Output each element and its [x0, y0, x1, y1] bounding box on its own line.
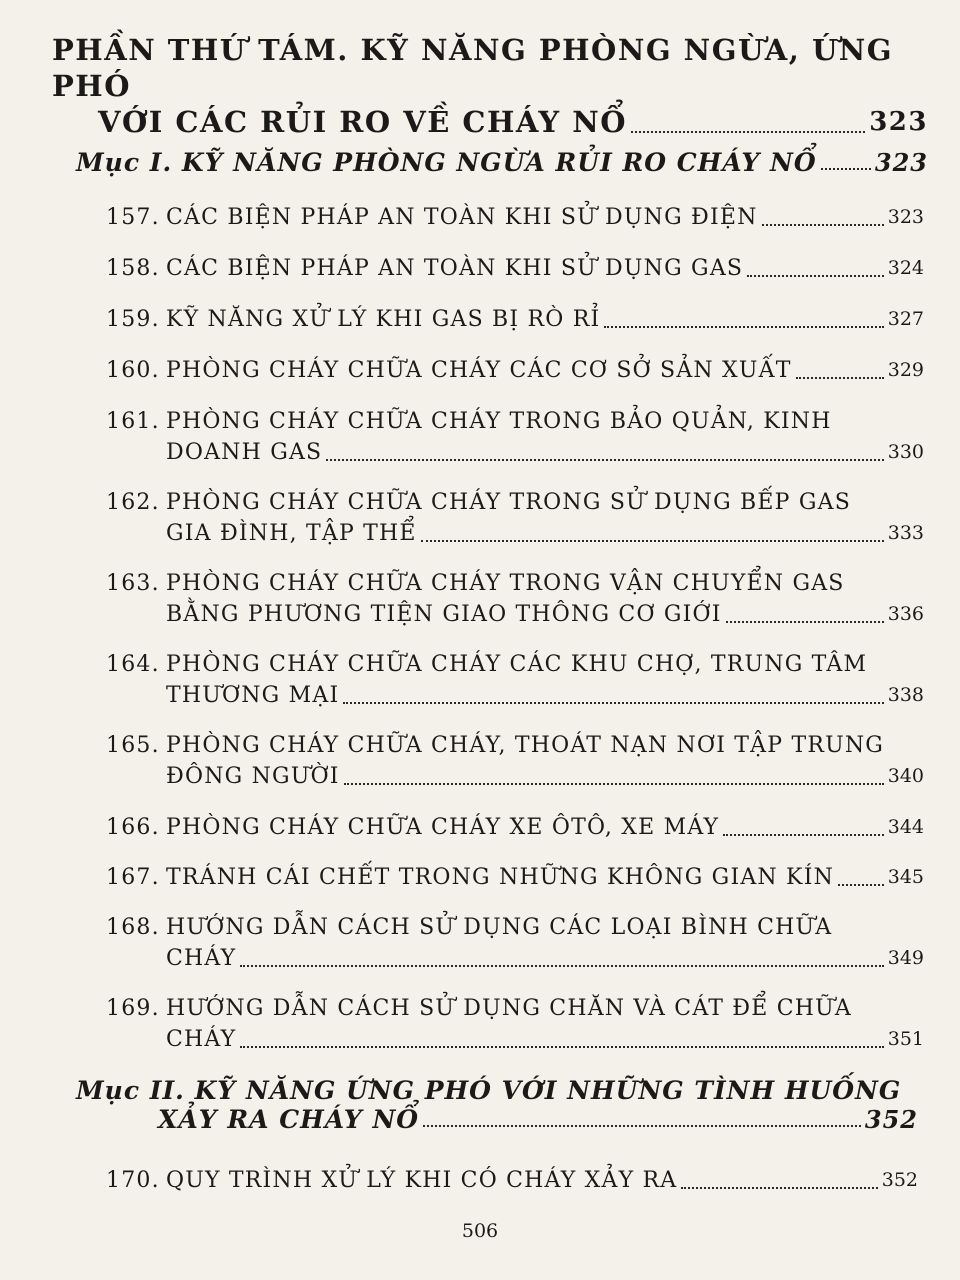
item-number: 163. [106, 571, 160, 596]
item-number: 166. [106, 815, 160, 840]
dot-leader [747, 275, 884, 277]
item-page: 333 [887, 522, 924, 544]
toc-item-163[interactable] [106, 568, 924, 630]
item-number: 159. [106, 307, 160, 332]
item-title-line2: ĐÔNG NGƯỜI [166, 764, 340, 789]
page-number: 506 [461, 1220, 499, 1242]
part-title-row [52, 104, 928, 140]
section1-heading [76, 148, 928, 177]
item-title-line2: BẰNG PHƯƠNG TIỆN GIAO THÔNG CƠ GIỚI [166, 602, 722, 627]
dot-leader [326, 459, 883, 461]
part-title-line1: PHẦN THỨ TÁM. KỸ NĂNG PHÒNG NGỪA, ỨNG PHÓ [52, 33, 894, 103]
item-title-line2: DOANH GAS [166, 440, 323, 465]
item-page: 340 [887, 765, 924, 787]
toc-item-168[interactable] [106, 912, 924, 974]
section1-row [76, 148, 928, 177]
toc-item-165[interactable] [106, 730, 924, 792]
dot-leader [631, 131, 865, 133]
item-page: 323 [887, 206, 924, 228]
part-page: 323 [869, 107, 928, 137]
item-page: 349 [887, 947, 924, 969]
dot-leader [421, 540, 884, 542]
toc-item-166[interactable] [106, 812, 924, 843]
item-number: 168. [106, 915, 160, 940]
section2-title-line2: XẢY RA CHÁY NỔ [158, 1105, 420, 1134]
item-title: CÁC BIỆN PHÁP AN TOÀN KHI SỬ DỤNG ĐIỆN [166, 205, 758, 230]
section2-heading [76, 1076, 918, 1134]
section1-page: 323 [874, 148, 928, 177]
item-title: QUY TRÌNH XỬ LÝ KHI CÓ CHÁY XẢY RA [166, 1168, 678, 1193]
toc-item-167[interactable] [106, 862, 924, 893]
item-page: 329 [887, 359, 924, 381]
item-title: TRÁNH CÁI CHẾT TRONG NHỮNG KHÔNG GIAN KÍN [166, 865, 835, 890]
item-number: 158. [106, 256, 160, 281]
dot-leader [343, 702, 883, 704]
section1-title: Mục I. KỸ NĂNG PHÒNG NGỪA RỦI RO CHÁY NỔ [76, 148, 817, 177]
toc-item-164[interactable] [106, 649, 924, 711]
item-title-line1: HƯỚNG DẪN CÁCH SỬ DỤNG CHĂN VÀ CÁT ĐỂ CHỮA [166, 996, 852, 1021]
item-title-line1: PHÒNG CHÁY CHỮA CHÁY TRONG SỬ DỤNG BẾP GAS [166, 490, 851, 515]
section2-page: 352 [864, 1105, 918, 1134]
item-page: 327 [887, 308, 924, 330]
toc-item-170[interactable] [106, 1165, 918, 1196]
item-number: 157. [106, 205, 160, 230]
item-page: 352 [881, 1169, 918, 1191]
section2-row [76, 1105, 918, 1134]
item-page: 344 [887, 816, 924, 838]
dot-leader [723, 834, 883, 836]
item-page: 345 [887, 866, 924, 888]
item-number: 164. [106, 652, 160, 677]
dot-leader [838, 884, 884, 886]
toc-item-162[interactable] [106, 487, 924, 549]
item-number: 160. [106, 358, 160, 383]
part-title-line2: VỚI CÁC RỦI RO VỀ CHÁY NỔ [98, 105, 627, 139]
dot-leader [240, 965, 883, 967]
item-page: 330 [887, 441, 924, 463]
item-page: 351 [887, 1028, 924, 1050]
item-title-line2: GIA ĐÌNH, TẬP THỂ [166, 521, 417, 546]
part-heading [52, 32, 928, 140]
item-title: CÁC BIỆN PHÁP AN TOÀN KHI SỬ DỤNG GAS [166, 256, 744, 281]
item-number: 167. [106, 865, 160, 890]
toc-item-158[interactable] [106, 253, 924, 284]
item-number: 170. [106, 1168, 160, 1193]
dot-leader [821, 168, 871, 170]
toc-item-159[interactable] [106, 304, 924, 335]
section2-title-line1: Mục II. KỸ NĂNG ỨNG PHÓ VỚI NHỮNG TÌNH HUỐNG [76, 1076, 902, 1105]
item-title-line2: CHÁY [166, 1027, 237, 1052]
dot-leader [796, 377, 884, 379]
item-title-line2: CHÁY [166, 946, 237, 971]
dot-leader [240, 1046, 883, 1048]
item-number: 161. [106, 409, 160, 434]
toc-item-169[interactable] [106, 993, 924, 1055]
toc-item-160[interactable] [106, 355, 924, 386]
dot-leader [423, 1125, 861, 1127]
dot-leader [344, 783, 884, 785]
item-title: PHÒNG CHÁY CHỮA CHÁY CÁC CƠ SỞ SẢN XUẤT [166, 358, 792, 383]
item-title-line1: PHÒNG CHÁY CHỮA CHÁY, THOÁT NẠN NƠI TẬP TRUNG [166, 733, 885, 758]
item-page: 336 [887, 603, 924, 625]
dot-leader [604, 326, 883, 328]
item-title-line1: PHÒNG CHÁY CHỮA CHÁY CÁC KHU CHỢ, TRUNG TÂM [166, 652, 868, 677]
dot-leader [681, 1187, 877, 1189]
item-title: PHÒNG CHÁY CHỮA CHÁY XE ÔTÔ, XE MÁY [166, 815, 720, 840]
item-title: KỸ NĂNG XỬ LÝ KHI GAS BỊ RÒ RỈ [166, 307, 601, 332]
item-title-line1: PHÒNG CHÁY CHỮA CHÁY TRONG VẬN CHUYỂN GAS [166, 571, 845, 596]
item-title-line1: PHÒNG CHÁY CHỮA CHÁY TRONG BẢO QUẢN, KINH [166, 409, 832, 434]
item-title-line1: HƯỚNG DẪN CÁCH SỬ DỤNG CÁC LOẠI BÌNH CHỮA [166, 915, 833, 940]
item-number: 165. [106, 733, 160, 758]
toc-item-161[interactable] [106, 406, 924, 468]
item-page: 324 [887, 257, 924, 279]
item-page: 338 [887, 684, 924, 706]
dot-leader [726, 621, 884, 623]
item-title-line2: THƯƠNG MẠI [166, 683, 340, 708]
item-number: 169. [106, 996, 160, 1021]
dot-leader [762, 224, 884, 226]
item-number: 162. [106, 490, 160, 515]
toc-item-157[interactable] [106, 202, 924, 233]
